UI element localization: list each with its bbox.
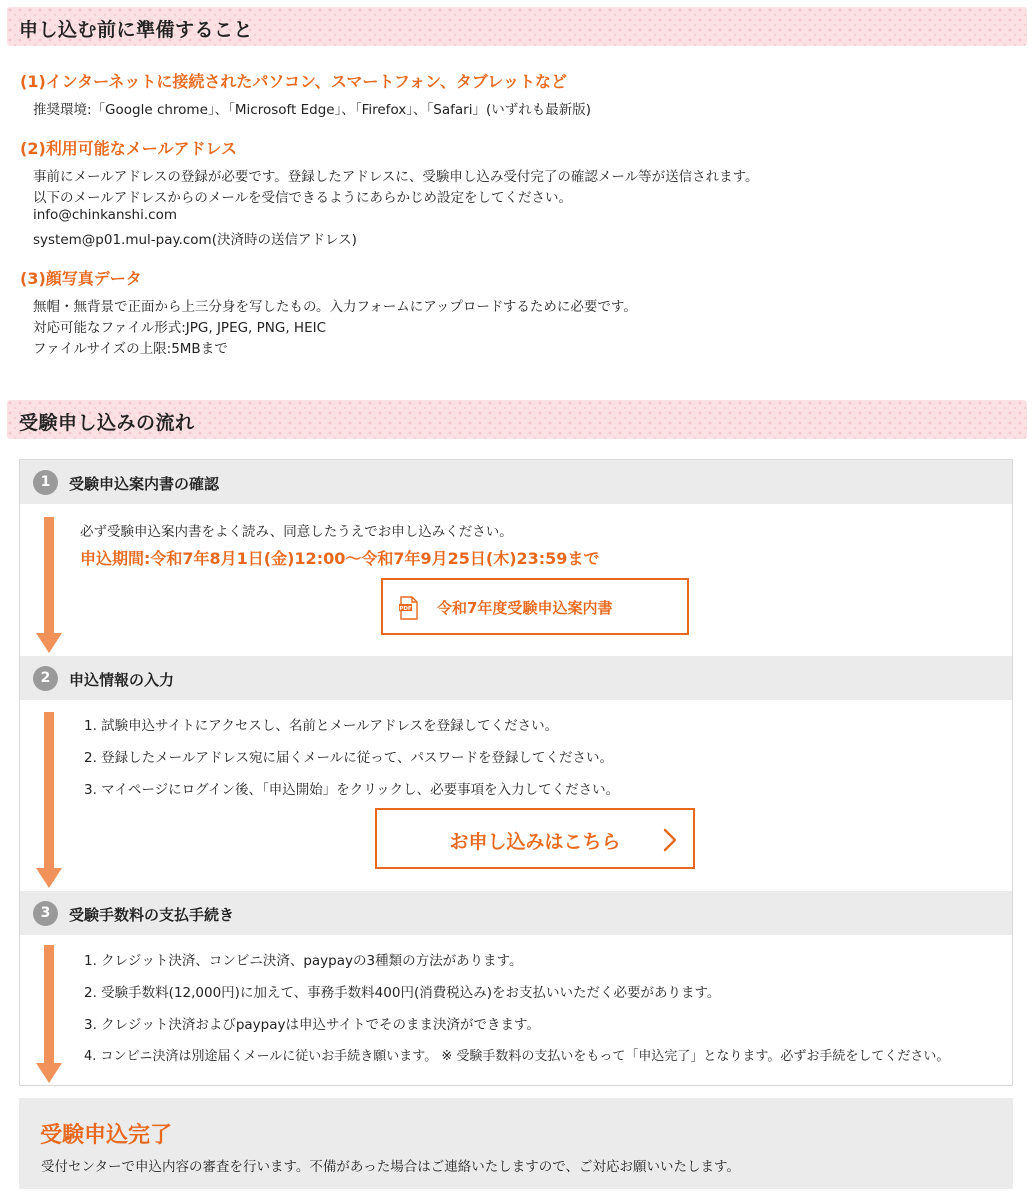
pdf-icon xyxy=(399,596,419,620)
completion-title: 受験申込完了 xyxy=(40,1123,173,1148)
step-title: 受験申込案内書の確認 xyxy=(69,475,220,493)
apply-button-label: お申し込みはこちら xyxy=(449,831,621,853)
list-item: 2. 受験手数料(12,000円)に加えて、事務手数料400円(消費税込み)をお支払いいただく必要があります。 xyxy=(84,985,721,1001)
prep-item3-line: 無帽・無背景で正面から上三分身を写したもの。入力フォームにアップロードするために必要です。 xyxy=(33,299,637,315)
guide-pdf-button[interactable] xyxy=(381,578,689,635)
section-header-preparation xyxy=(7,7,1027,46)
prep-item1-line: 推奨環境:「Google chrome」、「Microsoft Edge」、「Firefox」、「Safari」(いずれも最新版) xyxy=(33,102,591,118)
step1-header xyxy=(20,460,1012,504)
prep-item1-title: (1)インターネットに接続されたパソコン、スマートフォン、タブレットなど xyxy=(20,72,568,91)
step-number-badge: 3 xyxy=(33,901,58,926)
prep-item3-line: ファイルサイズの上限:5MBまで xyxy=(33,341,228,357)
flow-arrow-icon xyxy=(36,945,62,1083)
step-title: 申込情報の入力 xyxy=(69,671,175,689)
step-number-badge: 2 xyxy=(33,666,58,691)
completion-text: 受付センターで申込内容の審査を行います。不備があった場合はご連絡いたしますので、ご対応お願いいたします。 xyxy=(41,1159,740,1175)
pdf-icon-label: PDF xyxy=(399,605,412,612)
section-title: 受験申し込みの流れ xyxy=(19,412,195,434)
prep-item2-line: 事前にメールアドレスの登録が必要です。登録したアドレスに、受験申し込み受付完了の確認メール等が送信されます。 xyxy=(33,169,759,185)
list-item: 1. クレジット決済、コンビニ決済、paypayの3種類の方法があります。 xyxy=(84,953,523,969)
completion-box xyxy=(19,1098,1013,1189)
prep-item2-title: (2)利用可能なメールアドレス xyxy=(20,139,237,158)
chevron-right-icon xyxy=(663,828,677,852)
section-title: 申し込む前に準備すること xyxy=(19,19,254,41)
step1-text: 必ず受験申込案内書をよく読み、同意したうえでお申し込みください。 xyxy=(80,524,513,540)
email-address: info@chinkanshi.com xyxy=(33,207,177,223)
section-header-flow xyxy=(7,400,1027,439)
flow-arrow-icon xyxy=(36,517,62,653)
prep-item2-line: 以下のメールアドレスからのメールを受信できるようにあらかじめ設定をしてください。 xyxy=(33,190,573,206)
list-item: 2. 登録したメールアドレス宛に届くメールに従って、パスワードを登録してください。 xyxy=(84,750,613,766)
list-item: 3. クレジット決済およびpaypayは申込サイトでそのまま決済ができます。 xyxy=(84,1017,540,1033)
step-title: 受験手数料の支払手続き xyxy=(69,906,235,924)
list-item: 4. コンビニ決済は別途届くメールに従いお手続き願います。 ※ 受験手数料の支払いをもって「申込完了」となります。必ずお手続をしてください。 xyxy=(84,1049,950,1064)
list-item: 3. マイページにログイン後、「申込開始」をクリックし、必要事項を入力してください。 xyxy=(84,782,620,798)
prep-item3-line: 対応可能なファイル形式:JPG, JPEG, PNG, HEIC xyxy=(33,320,327,336)
step2-header xyxy=(20,656,1012,700)
step-number-badge: 1 xyxy=(33,470,58,495)
flow-arrow-icon xyxy=(36,712,62,888)
apply-button[interactable] xyxy=(375,808,695,869)
prep-item3-title: (3)顔写真データ xyxy=(20,269,142,288)
email-address: system@p01.mul-pay.com(決済時の送信アドレス) xyxy=(33,232,357,248)
guide-pdf-button-label: 令和7年度受験申込案内書 xyxy=(437,599,613,617)
step3-header xyxy=(20,891,1012,935)
application-period: 申込期間:令和7年8月1日(金)12:00〜令和7年9月25日(木)23:59まで xyxy=(80,549,600,568)
list-item: 1. 試験申込サイトにアクセスし、名前とメールアドレスを登録してください。 xyxy=(84,718,559,734)
